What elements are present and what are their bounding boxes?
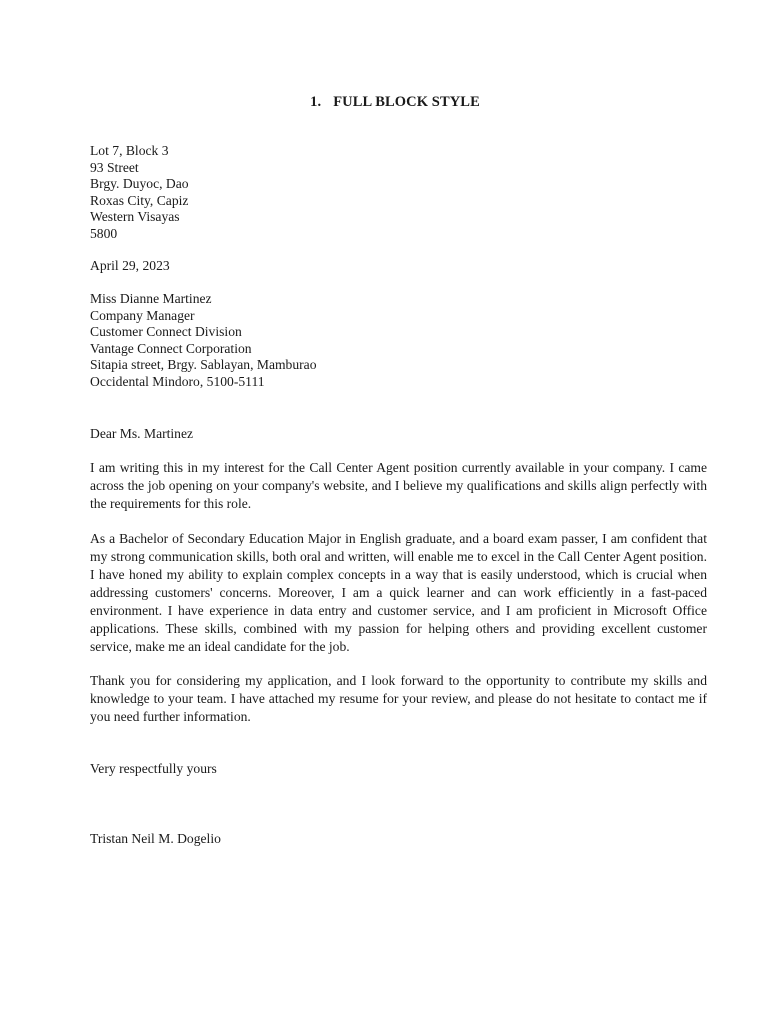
heading-title: FULL BLOCK STYLE	[333, 94, 480, 110]
sender-address	[90, 143, 707, 243]
signatory	[90, 831, 707, 848]
salutation-text: Dear Ms. Martinez	[90, 426, 194, 441]
sender-address-line: Western Visayas	[90, 209, 180, 225]
heading-number: 1.	[310, 94, 322, 110]
recipient-address	[90, 291, 707, 391]
sender-address-line: Roxas City, Capiz	[90, 192, 189, 208]
closing	[90, 761, 707, 778]
body-paragraph-3: Thank you for considering my application, and I look forward to the opportunity to contribute my skills and knowledge to your team. I have attached my resume for your review, and please do not hesitate to contact me if you need further information.	[90, 673, 707, 724]
sender-address-line: 93 Street	[90, 159, 139, 175]
sender-address-line: 5800	[90, 225, 118, 241]
letter-date	[90, 258, 707, 275]
page-heading	[0, 94, 768, 111]
recipient-address-line: Company Manager	[90, 307, 195, 323]
salutation	[90, 426, 707, 443]
recipient-address-line: Miss Dianne Martinez	[90, 291, 212, 306]
recipient-address-line: Customer Connect Division	[90, 324, 242, 340]
body-paragraph-1: I am writing this in my interest for the Call Center Agent position currently available in your company. I came across the job opening on your company's website, and I believe my qualifications and skills align perfectly with the requirements for this role.	[90, 460, 707, 511]
date-text: April 29, 2023	[90, 258, 170, 273]
recipient-address-line: Vantage Connect Corporation	[90, 340, 252, 356]
signatory-name: Tristan Neil M. Dogelio	[90, 831, 221, 846]
body-paragraph-2: As a Bachelor of Secondary Education Major in English graduate, and a board exam passer, I am confident that my strong communication skills, both oral and written, will enable me to excel in the Call Center Agent position. I have honed my ability to explain complex concepts in a way that is easily understood, which is crucial when addressing customers' concerns. Moreover, I am a quick learner and can work efficiently in a fast-paced environment. I have experience in data entry and customer service, and I am proficient in Microsoft Office applications. These skills, combined with my passion for helping others and providing excellent customer service, make me an ideal candidate for the job.	[90, 531, 707, 654]
sender-address-line: Brgy. Duyoc, Dao	[90, 176, 189, 192]
closing-text: Very respectfully yours	[90, 761, 217, 776]
recipient-address-line: Occidental Mindoro, 5100-5111	[90, 373, 265, 389]
recipient-address-line: Sitapia street, Brgy. Sablayan, Mamburao	[90, 357, 317, 373]
sender-address-line: Lot 7, Block 3	[90, 143, 169, 158]
